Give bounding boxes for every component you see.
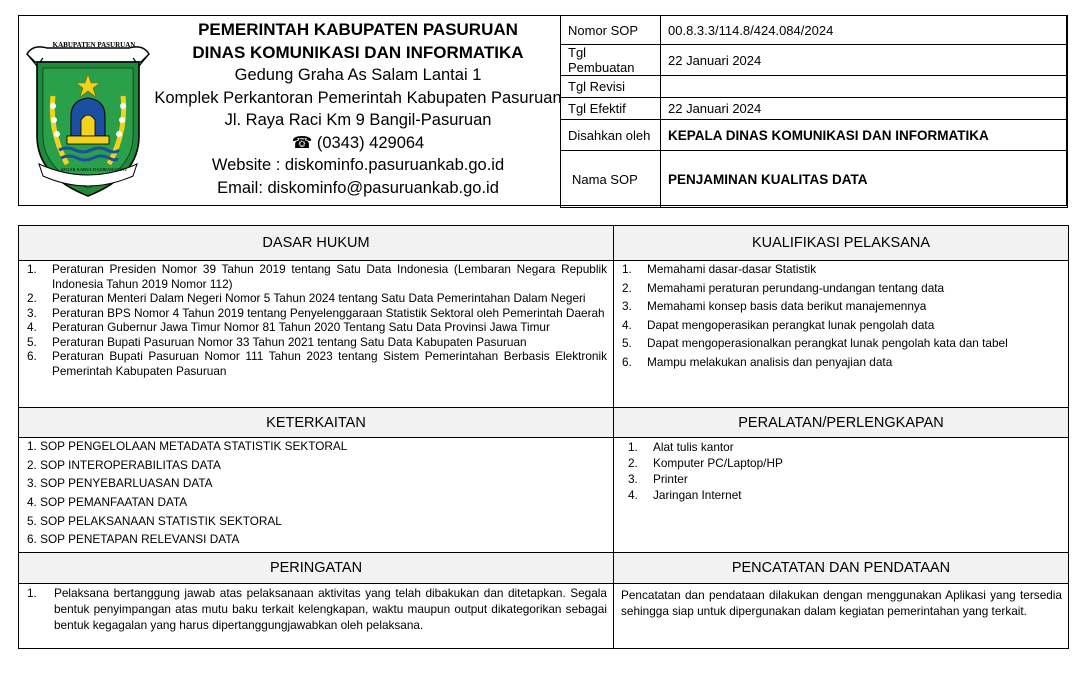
item-text: Printer: [653, 472, 688, 487]
kabupaten-pasuruan-emblem: [23, 36, 153, 201]
pencatatan-text: Pencatatan dan pendataan dilakukan dengan menggunakan Aplikasi yang tersedia sehingga siap untuk dipergunakan dalam kegiatan pemerintahan yang terkait.: [621, 588, 1062, 618]
sop-content-table: [18, 225, 1069, 649]
emblem-motto: SEGAR KARSA DADIRAHAYUJE: [60, 167, 128, 172]
dasar-hukum-heading: DASAR HUKUM: [19, 226, 614, 261]
item-number: 3.: [27, 305, 37, 320]
item-number: 1.: [628, 440, 638, 454]
list-item: [628, 456, 1062, 471]
item-number: 4.: [27, 320, 37, 334]
item-number: 4.: [628, 488, 638, 503]
nomor-sop-value: 00.8.3.3/114.8/424.084/2024: [661, 16, 1068, 45]
address-line1: Gedung Graha As Salam Lantai 1: [234, 66, 482, 84]
item-text: Memahami peraturan perundang-undangan tentang data: [647, 280, 945, 295]
item-text: Peraturan Bupati Pasuruan Nomor 33 Tahun 2021 tentang Satu Data Kabupaten Pasuruan: [52, 334, 527, 349]
list-item: 5. SOP PELAKSANAAN STATISTIK SEKTORAL: [27, 513, 282, 528]
sop-meta-table: [560, 15, 1068, 208]
disahkan-label: Disahkan oleh: [561, 120, 661, 151]
item-text: Pelaksana bertanggung jawab atas pelaksanaan aktivitas yang telah dibakukan dan ditetapkan. Segala bentuk penyimpangan atas mutu baku terkait kelengkapan, waktu maupun output dikategorikan sebagai bentuk kegagalan yang harus dipertanggungjawabkan oleh pelaksana.: [54, 586, 607, 632]
item-number: 6.: [27, 349, 37, 363]
item-text: Peraturan Menteri Dalam Negeri Nomor 5 Tahun 2024 tentang Satu Data Pemerintahan Dalam Negeri: [52, 291, 586, 305]
keterkaitan-cell: [19, 438, 614, 553]
dasar-hukum-cell: [19, 261, 614, 408]
item-text: Peraturan Gubernur Jawa Timur Nomor 81 Tahun 2020 Tentang Satu Data Provinsi Jawa Timur: [52, 320, 550, 334]
peringatan-list: [19, 584, 613, 633]
tgl-efektif-value: 22 Januari 2024: [661, 98, 1068, 120]
list-item: [622, 262, 1062, 277]
item-number: 5.: [27, 334, 37, 349]
keterkaitan-heading: KETERKAITAN: [19, 408, 614, 438]
tgl-revisi-label: Tgl Revisi: [561, 76, 661, 98]
item-text: Alat tulis kantor: [653, 440, 734, 454]
list-item: [27, 320, 607, 335]
item-text: Memahami konsep basis data berikut manajemennya: [647, 299, 927, 314]
peralatan-heading: PERALATAN/PERLENGKAPAN: [614, 408, 1069, 438]
nama-sop-label: Nama SOP: [561, 151, 661, 208]
item-number: 3.: [628, 472, 638, 487]
item-text: Jaringan Internet: [653, 488, 742, 503]
list-item: [622, 281, 1062, 296]
item-number: 1.: [27, 586, 37, 600]
list-item: [27, 291, 607, 306]
institution-block: [139, 16, 577, 205]
pencatatan-heading: PENCATATAN DAN PENDATAAN: [614, 553, 1069, 584]
item-number: 2.: [628, 456, 638, 471]
pencatatan-cell: [614, 584, 1069, 649]
list-item: [27, 585, 607, 633]
address-line2: Komplek Perkantoran Pemerintah Kabupaten Pasuruan: [154, 88, 562, 107]
item-text: Peraturan BPS Nomor 4 Tahun 2019 tentang Penyelenggaraan Statistik Sektoral oleh Pemerintah Daerah: [52, 305, 605, 320]
list-item: [27, 335, 607, 350]
org-name-line1: PEMERINTAH KABUPATEN PASURUAN: [198, 20, 518, 39]
list-item: [27, 262, 607, 291]
peralatan-list: [614, 438, 1068, 503]
phone-number: ☎ (0343) 429064: [291, 133, 425, 152]
kualifikasi-list: [614, 261, 1068, 370]
item-text: Memahami dasar-dasar Statistik: [647, 262, 817, 276]
item-text: Peraturan Bupati Pasuruan Nomor 111 Tahun 2023 tentang Sistem Pemerintahan Berbasis Elektronik Pemerintah Kabupaten Pasuruan: [52, 349, 607, 378]
item-number: 2.: [27, 291, 37, 305]
item-number: 1.: [622, 262, 632, 276]
peralatan-cell: [614, 438, 1069, 553]
item-text: Peraturan Presiden Nomor 39 Tahun 2019 tentang Satu Data Indonesia (Lembaran Negara Republik Indonesia Tahun 2019 Nomor 112): [52, 262, 607, 291]
item-number: 5.: [622, 336, 632, 351]
item-text: Dapat mengoperasionalkan perangkat lunak pengolah kata dan tabel: [647, 336, 1008, 351]
list-item: 1. SOP PENGELOLAAN METADATA STATISTIK SEKTORAL: [27, 439, 348, 453]
list-item: [628, 472, 1062, 487]
item-number: 4.: [622, 317, 632, 332]
peringatan-cell: [19, 584, 614, 649]
address-line3: Jl. Raya Raci Km 9 Bangil-Pasuruan: [224, 111, 492, 129]
list-item: [622, 318, 1062, 333]
emblem-lettering: KABUPATEN PASURUAN: [52, 41, 136, 49]
list-item: [27, 349, 607, 378]
list-item: [27, 306, 607, 321]
tgl-efektif-label: Tgl Efektif: [561, 98, 661, 120]
email-line: Email: diskominfo@pasuruankab.go.id: [217, 178, 499, 197]
website-line: Website : diskominfo.pasuruankab.go.id: [211, 156, 505, 174]
sop-header: [18, 15, 1067, 206]
tgl-revisi-value: [661, 76, 1068, 98]
org-name-line2: DINAS KOMUNIKASI DAN INFORMATIKA: [192, 43, 524, 62]
item-number: 3.: [622, 299, 632, 314]
list-item: 3. SOP PENYEBARLUASAN DATA: [27, 476, 213, 491]
list-item: 6. SOP PENETAPAN RELEVANSI DATA: [27, 532, 240, 547]
item-number: 2.: [622, 280, 632, 295]
item-number: 1.: [27, 262, 37, 276]
disahkan-value: KEPALA DINAS KOMUNIKASI DAN INFORMATIKA: [661, 120, 1068, 151]
keterkaitan-list: [19, 438, 613, 547]
item-text: Dapat mengoperasikan perangkat lunak pengolah data: [647, 317, 935, 332]
peringatan-heading: PERINGATAN: [19, 553, 614, 584]
list-item: [622, 355, 1062, 370]
list-item: 2. SOP INTEROPERABILITAS DATA: [27, 457, 221, 472]
list-item: [622, 299, 1062, 314]
tgl-pembuatan-value: 22 Januari 2024: [661, 45, 1068, 76]
item-text: Komputer PC/Laptop/HP: [653, 456, 783, 471]
kualifikasi-heading: KUALIFIKASI PELAKSANA: [614, 226, 1069, 261]
kualifikasi-cell: [614, 261, 1069, 408]
nama-sop-value: PENJAMINAN KUALITAS DATA: [661, 151, 1068, 208]
list-item: 4. SOP PEMANFAATAN DATA: [27, 495, 188, 510]
tgl-pembuatan-label: Tgl Pembuatan: [561, 45, 661, 76]
nomor-sop-label: Nomor SOP: [561, 16, 661, 45]
item-number: 6.: [622, 354, 632, 369]
list-item: [628, 440, 1062, 455]
dasar-hukum-list: [19, 261, 613, 378]
item-text: Mampu melakukan analisis dan penyajian data: [647, 354, 893, 369]
list-item: [622, 336, 1062, 351]
list-item: [628, 488, 1062, 503]
